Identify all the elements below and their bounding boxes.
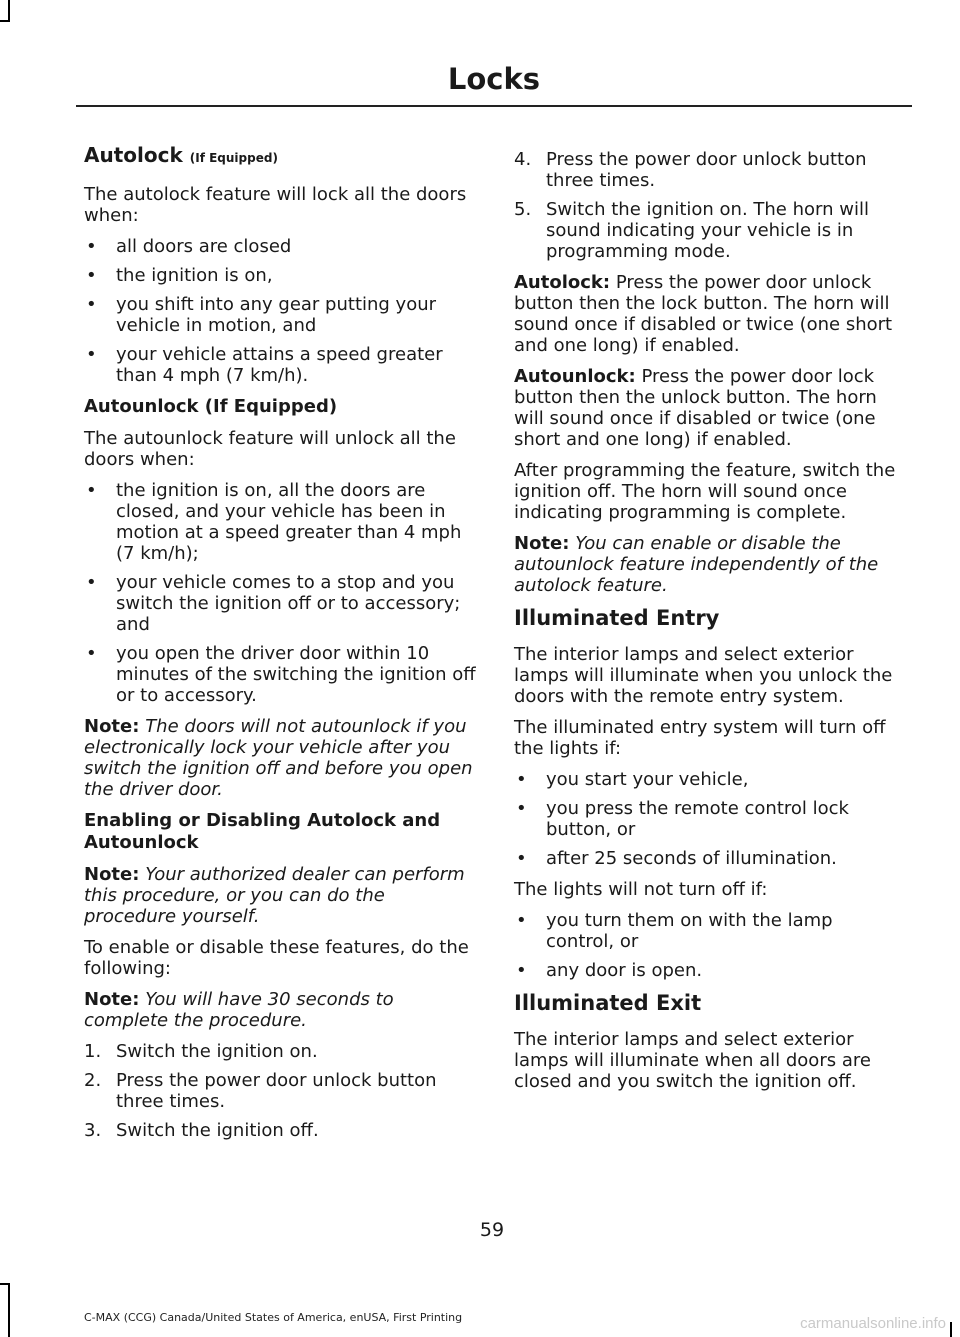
right-column bbox=[514, 149, 906, 1102]
list-item: 1. Switch the ignition on. bbox=[84, 1041, 318, 1062]
autounlock-intro: The autounlock feature will unlock all the doors when: bbox=[84, 428, 456, 470]
steps-list-continued bbox=[514, 149, 906, 262]
not-turn-off-list bbox=[514, 910, 906, 981]
printing-info: C-MAX (CCG) Canada/United States of America, enUSA, First Printing bbox=[84, 1311, 463, 1324]
exit-text: The interior lamps and select exterior lamps will illuminate when all doors are closed and you switch the ignition off. bbox=[514, 1029, 871, 1092]
watermark: carmanualsonline.info bbox=[800, 1315, 946, 1332]
autolock-intro: The autolock feature will lock all the doors when: bbox=[84, 184, 467, 226]
entry-intro: The interior lamps and select exterior lamps will illuminate when you unlock the doors with the remote entry system. bbox=[514, 644, 893, 707]
not-turn-off-intro: The lights will not turn off if: bbox=[514, 879, 768, 900]
list-item: 5. Switch the ignition on. The horn will sound indicating your vehicle is in programming mode. bbox=[514, 199, 869, 262]
note-time: Note: You will have 30 seconds to complete the procedure. bbox=[84, 989, 394, 1031]
list-item: • you open the driver door within 10 minutes of the switching the ignition off or to accessory. bbox=[84, 643, 476, 706]
left-column bbox=[84, 143, 476, 1151]
turn-off-intro: The illuminated entry system will turn off the lights if: bbox=[514, 717, 886, 759]
page-number: 59 bbox=[479, 1219, 505, 1241]
list-item: • you shift into any gear putting your vehicle in motion, and bbox=[84, 294, 476, 336]
crop-mark bbox=[0, 20, 10, 22]
turn-off-list bbox=[514, 769, 906, 869]
list-item: • the ignition is on, all the doors are closed, and your vehicle has been in motion at a speed greater than 4 mph (7 km/h); bbox=[84, 480, 476, 564]
list-item: 2. Press the power door unlock button three times. bbox=[84, 1070, 437, 1112]
illuminated-exit-heading: Illuminated Exit bbox=[514, 991, 702, 1015]
list-item: • your vehicle attains a speed greater than 4 mph (7 km/h). bbox=[84, 344, 476, 386]
list-item: • you turn them on with the lamp control, or bbox=[514, 910, 906, 952]
note-independent: Note: You can enable or disable the autounlock feature independently of the autolock feature. bbox=[514, 533, 879, 596]
enable-intro: To enable or disable these features, do the following: bbox=[84, 937, 469, 979]
autolock-heading: Autolock (If Equipped) bbox=[84, 143, 278, 167]
steps-list bbox=[84, 1041, 476, 1141]
list-item: • all doors are closed bbox=[84, 236, 476, 257]
autounlock-programming: Autounlock: Press the power door lock button then the unlock button. The horn will sound once if disabled or twice (one short and one long) if enabled. bbox=[514, 366, 877, 450]
crop-mark bbox=[8, 1283, 10, 1337]
list-item: • after 25 seconds of illumination. bbox=[514, 848, 906, 869]
list-item: 3. Switch the ignition off. bbox=[84, 1120, 319, 1141]
illuminated-entry-heading: Illuminated Entry bbox=[514, 606, 720, 630]
crop-mark bbox=[950, 1322, 952, 1337]
list-item: • the ignition is on, bbox=[84, 265, 476, 286]
autolock-list bbox=[84, 236, 476, 386]
note-autounlock: Note: The doors will not autounlock if you electronically lock your vehicle after you switch the ignition off and before you open the driver door. bbox=[84, 716, 473, 800]
list-item: 4. Press the power door unlock button three times. bbox=[514, 149, 867, 191]
list-item: • any door is open. bbox=[514, 960, 906, 981]
list-item: • you press the remote control lock button, or bbox=[514, 798, 906, 840]
list-item: • your vehicle comes to a stop and you switch the ignition off or to accessory; and bbox=[84, 572, 476, 635]
autolock-programming: Autolock: Press the power door unlock button then the lock button. The horn will sound once if disabled or twice (one short and one long) if enabled. bbox=[514, 272, 893, 356]
note-dealer: Note: Your authorized dealer can perform this procedure, or you can do the procedure yourself. bbox=[84, 864, 465, 927]
crop-mark bbox=[8, 0, 10, 20]
autounlock-list bbox=[84, 480, 476, 706]
after-programming: After programming the feature, switch the ignition off. The horn will sound once indicating programming is complete. bbox=[514, 460, 896, 523]
page-title: Locks bbox=[447, 62, 540, 96]
crop-mark bbox=[0, 1283, 10, 1285]
list-item: • you start your vehicle, bbox=[514, 769, 906, 790]
autounlock-heading: Autounlock (If Equipped) bbox=[84, 396, 338, 417]
header-divider bbox=[76, 105, 912, 107]
enabling-heading: Enabling or Disabling Autolock and Autounlock bbox=[84, 810, 441, 853]
